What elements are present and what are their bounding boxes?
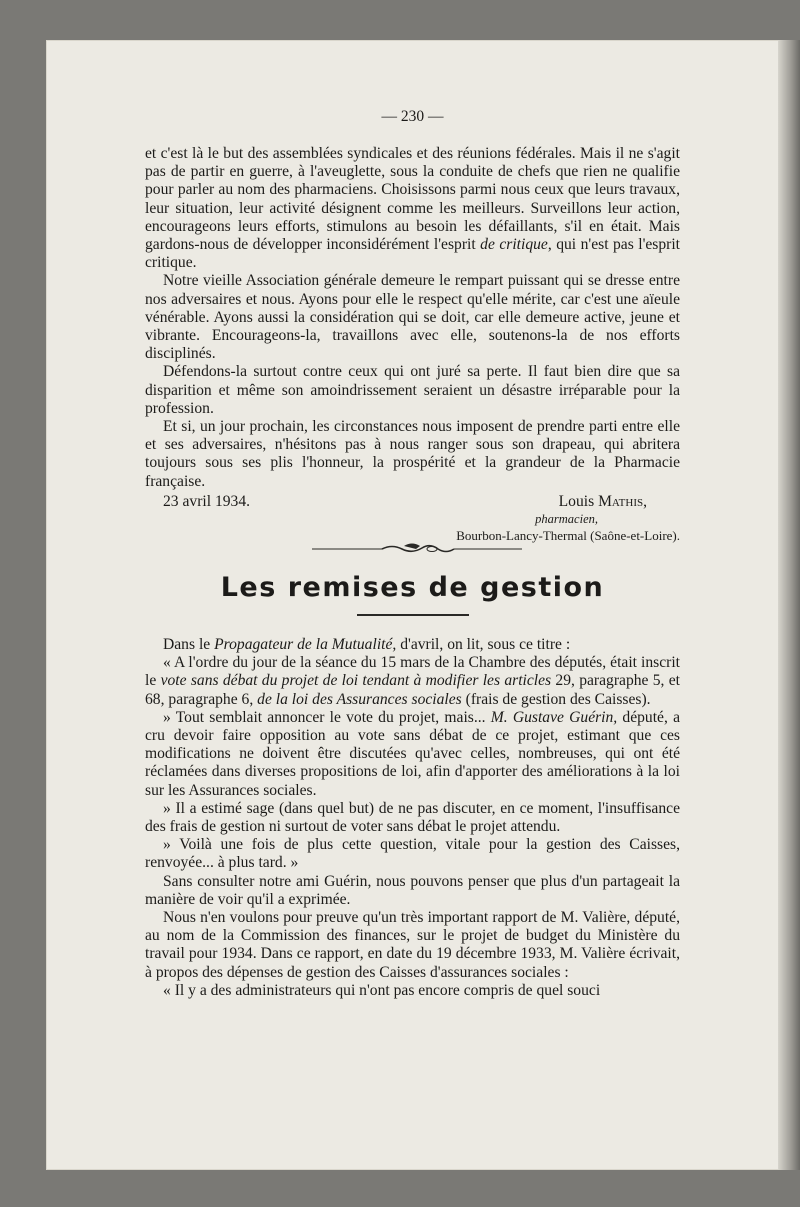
paragraph: » Tout semblait annoncer le vote du projet, mais... M. Gustave Guérin, député, a cru devoir faire opposition au vote sans débat de ce projet, estimant que ces modifications ne doivent être discutées qu'avec celles, nombreuses, qui ont été réclamées dans diverses propositions de loi, afin d'apporter des améliorations à la loi sur les Assurances sociales. — [145, 708, 680, 799]
paragraph: Et si, un jour prochain, les circonstances nous imposent de prendre parti entre elle et ses adversaires, n'hésitons pas à nous ranger sous son drapeau, qui abritera toujours sous ses plis l'honneur, la prospérité et la grandeur de la Pharmacie française. — [145, 418, 680, 490]
intro-article — [145, 145, 680, 545]
page-number: — 230 — — [381, 108, 444, 125]
signature-date: 23 avril 1934. — [163, 492, 251, 510]
paragraph: et c'est là le but des assemblées syndicales et des réunions fédérales. Mais il ne s'agit pas de partir en guerre, à l'aveuglette, sous la conduite de chefs que rien ne qualifie pour parler au nom des pharmaciens. Choisissons parmi nous ceux que leurs travaux, leur situation, leur activité désignent comme les meilleurs. Surveillons leur action, encourageons leurs efforts, stimulons au besoin les défaillants, s'il en était. Mais gardons-nous de développer inconsidérément l'esprit de critique, qui n'est pas l'esprit critique. — [145, 145, 681, 272]
emphasis: de critique — [480, 236, 548, 254]
paragraph: Défendons-la surtout contre ceux qui ont juré sa perte. Il faut bien dire que sa disparition et même son amoindrissement seraient un désastre irréparable pour la profession. — [145, 363, 680, 417]
signature-author: Louis Mathis, — [558, 492, 647, 510]
section-title: Les remises de gestion — [220, 572, 605, 603]
signature-role: pharmacien, — [535, 512, 598, 527]
ornament-divider-icon — [312, 540, 522, 556]
paragraph: « A l'ordre du jour de la séance du 15 mars de la Chambre des députés, était inscrit le vote sans débat du projet de loi tendant à modifier les articles 29, paragraphe 5, et 68, paragraphe 6, de la loi des Assurances sociales (frais de gestion des Caisses). — [145, 654, 681, 708]
signature-line — [145, 493, 680, 511]
title-underline — [357, 614, 469, 616]
page-edge — [778, 40, 800, 1170]
paragraph: « Il y a des administrateurs qui n'ont pas encore compris de quel souci — [163, 981, 601, 999]
paragraph: Notre vieille Association générale demeure le rempart puissant qui se dresse entre nos adversaires et nous. Ayons pour elle le respect qu'elle mérite, car c'est une aïeule vénérable. Ayons aussi la considération qui se doit, car elle demeure active, jeune et vibrante. Encourageons-la, travaillons avec elle, soutenons-la de nos efforts disciplinés. — [145, 272, 680, 363]
signature-place: Bourbon-Lancy-Thermal (Saône-et-Loire). — [456, 528, 680, 544]
paragraph: Nous n'en voulons pour preuve qu'un très important rapport de M. Valière, député, au nom de la Commission des finances, sur le projet de budget du Ministère du travail pour 1934. Dans ce rapport, en date du 19 décembre 1933, M. Valière écrivait, à propos des dépenses de gestion des Caisses d'assurances sociales : — [145, 909, 680, 981]
paragraph: » Il a estimé sage (dans quel but) de ne pas discuter, en ce moment, l'insuffisance des frais de gestion ni surtout de voter sans débat le projet attendu. — [145, 799, 680, 836]
paragraph: Sans consulter notre ami Guérin, nous pouvons penser que plus d'un partageait la manière de voir qu'il a exprimée. — [145, 872, 680, 908]
paragraph: » Voilà une fois de plus cette question, vitale pour la gestion des Caisses, renvoyée... à plus tard. » — [145, 836, 680, 872]
paragraph: Dans le Propagateur de la Mutualité, d'avril, on lit, sous ce titre : — [163, 636, 571, 653]
main-article — [145, 636, 680, 1000]
